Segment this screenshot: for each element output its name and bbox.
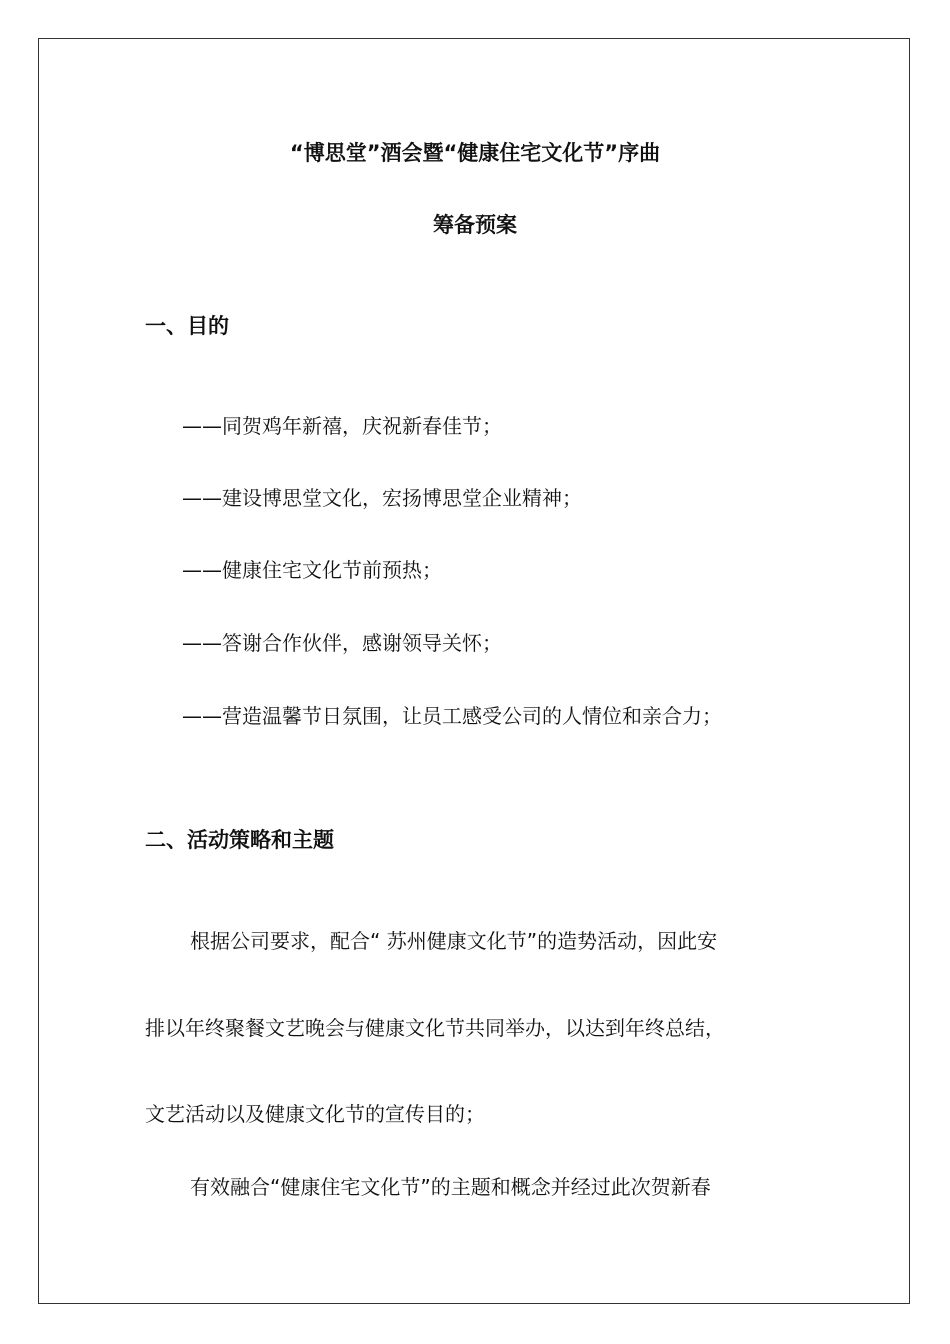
- section-heading-purpose: 一、目的: [145, 314, 229, 338]
- purpose-item: ——答谢合作伙伴，感谢领导关怀；: [182, 631, 502, 655]
- purpose-item: ——营造温馨节日氛围，让员工感受公司的人情位和亲合力；: [182, 704, 722, 728]
- paragraph-line: 有效融合“健康住宅文化节”的主题和概念并经过此次贺新春: [190, 1175, 711, 1199]
- document-title: “博思堂”酒会暨“健康住宅文化节”序曲: [289, 141, 661, 165]
- paragraph-line: 排以年终聚餐文艺晚会与健康文化节共同举办，以达到年终总结，: [145, 1016, 725, 1040]
- paragraph-line: 根据公司要求，配合“ 苏州健康文化节”的造势活动，因此安: [190, 929, 718, 953]
- purpose-item: ——同贺鸡年新禧，庆祝新春佳节；: [182, 414, 502, 438]
- paragraph-line: 文艺活动以及健康文化节的宣传目的；: [145, 1102, 485, 1126]
- document-subtitle: 筹备预案: [433, 213, 517, 237]
- purpose-item: ——建设博思堂文化，宏扬博思堂企业精神；: [182, 486, 582, 510]
- purpose-item: ——健康住宅文化节前预热；: [182, 558, 442, 582]
- section-heading-strategy: 二、活动策略和主题: [145, 828, 334, 852]
